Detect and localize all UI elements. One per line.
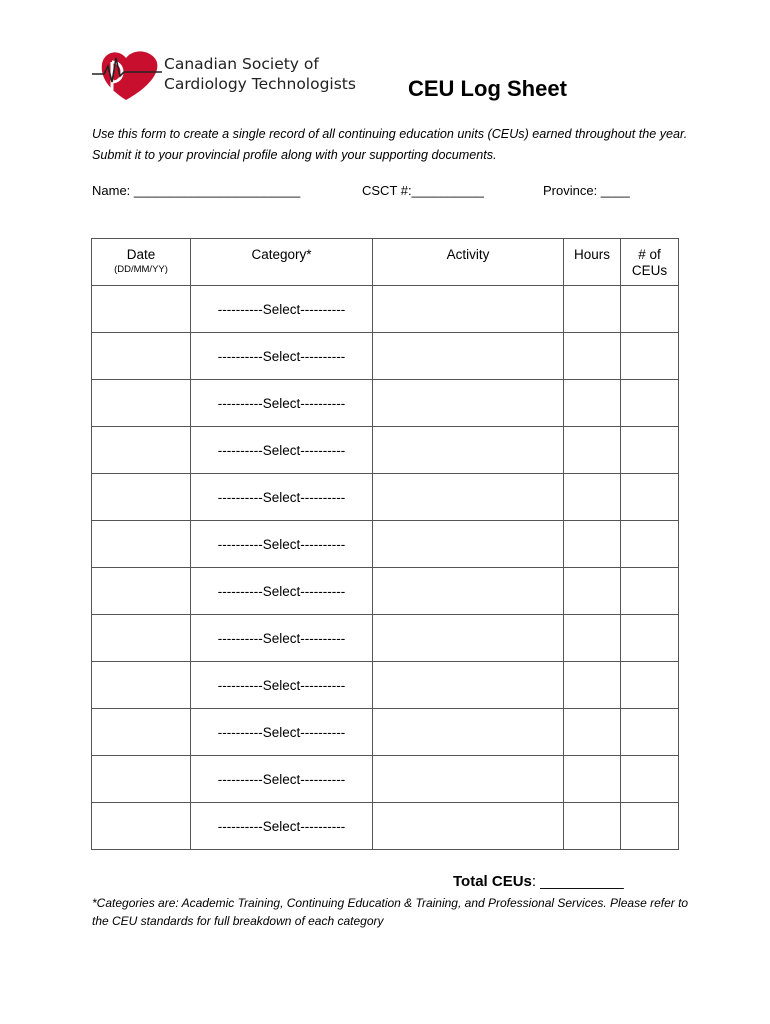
ceus-cell[interactable]	[621, 803, 679, 850]
category-header-label: Category*	[251, 247, 312, 262]
table-row	[92, 380, 679, 427]
table-row	[92, 474, 679, 521]
ceus-header-line2: CEUs	[631, 263, 668, 278]
total-ceus-label: Total CEUs	[453, 873, 532, 890]
ceus-header	[621, 239, 679, 286]
csct-logo	[90, 46, 356, 102]
date-cell[interactable]	[92, 709, 191, 756]
ceus-header-line1: # of	[638, 247, 661, 262]
date-cell[interactable]	[92, 803, 191, 850]
date-cell[interactable]	[92, 568, 191, 615]
ceus-cell[interactable]	[621, 427, 679, 474]
ceus-cell[interactable]	[621, 615, 679, 662]
activity-cell[interactable]	[373, 474, 564, 521]
org-name-line2: Cardiology Technologists	[164, 75, 356, 93]
date-cell[interactable]	[92, 286, 191, 333]
date-cell[interactable]	[92, 521, 191, 568]
org-name-line1: Canadian Society of	[164, 55, 319, 73]
date-cell[interactable]	[92, 427, 191, 474]
category-select[interactable]: ----------Select----------	[191, 380, 373, 427]
category-select[interactable]: ----------Select----------	[191, 333, 373, 380]
activity-header	[373, 239, 564, 286]
date-cell[interactable]	[92, 474, 191, 521]
table-row	[92, 286, 679, 333]
date-cell[interactable]	[92, 380, 191, 427]
category-select[interactable]: ----------Select----------	[191, 568, 373, 615]
date-cell[interactable]	[92, 662, 191, 709]
hours-cell[interactable]	[564, 286, 621, 333]
activity-cell[interactable]	[373, 333, 564, 380]
category-select[interactable]: ----------Select----------	[191, 803, 373, 850]
activity-cell[interactable]	[373, 615, 564, 662]
table-row	[92, 803, 679, 850]
total-ceus	[453, 873, 624, 890]
category-select[interactable]: ----------Select----------	[191, 756, 373, 803]
category-select[interactable]: ----------Select----------	[191, 615, 373, 662]
table-header-row	[92, 239, 679, 286]
activity-cell[interactable]	[373, 803, 564, 850]
hours-cell[interactable]	[564, 615, 621, 662]
activity-cell[interactable]	[373, 709, 564, 756]
category-header	[191, 239, 373, 286]
hours-header-label: Hours	[573, 247, 610, 262]
activity-cell[interactable]	[373, 756, 564, 803]
ceus-cell[interactable]	[621, 521, 679, 568]
categories-footnote: *Categories are: Academic Training, Continuing Education & Training, and Professional Services. Please refer to the CEU standards for full breakdown of each category	[92, 896, 689, 928]
date-header-label: Date	[126, 247, 156, 262]
table-row	[92, 427, 679, 474]
activity-header-label: Activity	[446, 247, 490, 262]
hours-cell[interactable]	[564, 756, 621, 803]
table-row	[92, 662, 679, 709]
hours-cell[interactable]	[564, 709, 621, 756]
hours-cell[interactable]	[564, 803, 621, 850]
ceus-cell[interactable]	[621, 333, 679, 380]
table-row	[92, 333, 679, 380]
table-row	[92, 521, 679, 568]
ceu-log-table	[91, 238, 679, 850]
ceus-cell[interactable]	[621, 709, 679, 756]
hours-cell[interactable]	[564, 474, 621, 521]
org-name	[164, 54, 356, 94]
category-select[interactable]: ----------Select----------	[191, 662, 373, 709]
ceus-cell[interactable]	[621, 662, 679, 709]
date-format-label: (DD/MM/YY)	[114, 264, 168, 275]
date-header	[92, 239, 191, 286]
ceus-cell[interactable]	[621, 474, 679, 521]
total-ceus-field[interactable]: : __________	[531, 873, 624, 890]
category-select[interactable]: ----------Select----------	[191, 521, 373, 568]
table-row	[92, 756, 679, 803]
hours-cell[interactable]	[564, 568, 621, 615]
ceus-cell[interactable]	[621, 568, 679, 615]
activity-cell[interactable]	[373, 286, 564, 333]
heart-ecg-icon	[90, 46, 164, 102]
table-row	[92, 709, 679, 756]
ceus-header-label	[621, 239, 678, 279]
date-cell[interactable]	[92, 333, 191, 380]
province-field[interactable]: Province: ____	[543, 183, 630, 198]
category-select[interactable]: ----------Select----------	[191, 427, 373, 474]
hours-cell[interactable]	[564, 333, 621, 380]
ceus-cell[interactable]	[621, 756, 679, 803]
date-cell[interactable]	[92, 615, 191, 662]
table-row	[92, 568, 679, 615]
activity-cell[interactable]	[373, 521, 564, 568]
name-field[interactable]: Name: _______________________	[92, 183, 301, 198]
hours-cell[interactable]	[564, 521, 621, 568]
hours-cell[interactable]	[564, 427, 621, 474]
ceus-cell[interactable]	[621, 380, 679, 427]
category-select[interactable]: ----------Select----------	[191, 709, 373, 756]
date-cell[interactable]	[92, 756, 191, 803]
hours-cell[interactable]	[564, 662, 621, 709]
table-row	[92, 615, 679, 662]
hours-header	[564, 239, 621, 286]
activity-cell[interactable]	[373, 427, 564, 474]
category-select[interactable]: ----------Select----------	[191, 474, 373, 521]
category-select[interactable]: ----------Select----------	[191, 286, 373, 333]
intro-text: Use this form to create a single record of all continuing education units (CEUs) earned throughout the year. Submit it to your provincial profile along with your supporting documents.	[92, 127, 688, 162]
csct-number-field[interactable]: CSCT #:__________	[362, 183, 484, 198]
page-title: CEU Log Sheet	[408, 76, 567, 101]
activity-cell[interactable]	[373, 662, 564, 709]
activity-cell[interactable]	[373, 380, 564, 427]
hours-cell[interactable]	[564, 380, 621, 427]
activity-cell[interactable]	[373, 568, 564, 615]
ceus-cell[interactable]	[621, 286, 679, 333]
